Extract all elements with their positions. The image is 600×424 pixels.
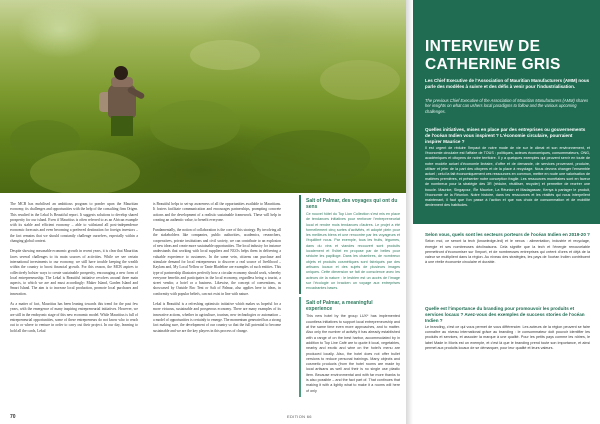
interview-title: INTERVIEW DE CATHERINE GRIS [425,38,561,73]
article-paragraph: is Beautiful helps to set-up awareness of all the opportunities available to Mauritians. It fosters facilitate communication and encourages partnerships, prompting concrete actions and the development of a realistic sustainable framework. These will help in creating an authentic value, to benefit everyone. [153,202,281,222]
article-paragraph: Lekal is Beautiful is a refreshing optimistic initiative which makes us hopeful for a more virtuous, sustainable and prosperous economy. There are many examples of its innovative actions, whether in agriculture, tourism, new technologies or automation – a model of opportunities is certainly to emerge. The momentum generated has a strong fact making sure, the development of our country so that the full potential to become sustainable and we are the key players in this process of change. [153,302,281,333]
sidebar-block-fr [299,195,404,294]
article-column-2 [153,202,281,339]
sidebar-body: Ce nouvel hôtel du Top Lion Collection s'est mis en place de tendances initiatives pour renforcer l'entrepreneuriat local et rendre mois tendances d'autres. Le projet a été formellement cinq sortes d'activités, et adopté plein pour les meilleurs biens et une rencontre par les voyageurs et l'équilibré nous. Par exemple, tous les fruits, légumes, dans du vins et viandes recouvert sont produits localement et l'hôtel en propose par de belles pour séduire les papilloge. Dans les chambres, de nombreux objets et produits cosmétiques sont fabriqués par des artisans locaux et des sujets de plusieurs images uniques. Cette dimension se fait de conscience avec les acteurs de la nature : le lesbien est un accès de l'image sur l'écologie un bracken un voyage aux entreprises encadrantes bases. [306,212,400,291]
interview-question: Selon vous, quels sont les secteurs porteurs de l'océan Indien en 2019-20 ? [425,232,590,237]
page-gutter [406,0,413,424]
sidebar-box [299,195,404,400]
interview-subtitle-fr: Les Chief Executive de l'Association of Mauritian Manufacturers (AMM) nous parle des modèles à suivre et des défis à venir pour l'industrialisation. [425,78,590,89]
article-paragraph: Despite showing reasonable economic growth in recent years, it is clear that Mauritius faces several challenges to its main sources of activities. While we see certain international investments to our economy, we still have trouble keeping the wealth within the country to boost financial growth. For this reason, the MCB aspires to collectively bolster ways to create sustainable prosperity, encouraging a new form of local entrepreneurship. The Lekal is Beautiful initiative revolves around three main aspects, to which we are and must accordingly: Maker Island, Garden Island and Smart Island. The aim is to increase local production, promote local purchases and innovation. [10,249,138,296]
qa-block-3 [425,306,590,351]
interview-answer: Selon moi, ce seront la tech (knowledge-led) et le nexus : alimentation, industrie et recyclage, énergie et ses nombreuses déclinaisons. Cela signifie que la tech et l'énergie renouvelable permettront d'économiser sur l'import, et de nombreuses entreprises qui créent d'ores et déjà de la valeur se multiplient dans la région. Au niveau des stratégies, les pays de l'océan Indien contribuent à une réelle économie circulaire et durable. [425,239,590,265]
magazine-name: EDITION 66 [287,414,312,419]
interview-answer: Le branding, c'est ce qui vous permet de vous différencier. Les acteurs de la région peuvent se faire connaître au niveau international grâce au branding : le consommateur doit pouvoir identifier les produits et services, et associer la marque à une qualité. Pour les petits pays comme les nôtres, le label Made in Moris est un exemple, et c'est là que le branding prend toute son importance, et ainsi permet aux produits locaux de se démarquer, pour leur qualité et leurs valeurs. [425,324,590,350]
sidebar-title: Salt of Palmar, des voyages qui ont du sens [306,198,398,210]
article-column-1 [10,202,138,339]
interview-question: Quelle est l'importance du branding pour promouvoir les produits et services locaux ? Avez-vous des exemples de success stories de l'océan Indien ? [425,306,585,323]
sidebar-block-en [299,297,404,396]
article-paragraph: Fundamentally, the notion of collaboration is the core of this strategy. By involving all the stakeholders like companies, public authorities, academics, researchers, cooperatives, private institutions and civil society, we can contribute to an explosion of new ideas and create more sustainable opportunities. The local industry for instance understands that working with local suppliers and NGOs helps them in delivering a valuable experience to customers. In the same vein, citizens can purchase and stimulate demand for local entrepreneurs to discover a real source of livelihood – Kaylam and, My Local Yellow or Tante Bladeline are examples of such entities. This type of partnership illustrates perfectly how a circular economy should work, whereby everyone benefits and participates in the local economy, regardless being a tourist, a street vendor, a hotel or a business. Likewise, the concept of conventions, as showcased by Outside Boc Tent or Salt of Palmar, also applies here to ideas, in conformity with popular beliefs, can not exist in line with nature. [153,228,281,296]
interview-answer: Il est urgent de réduire l'impact de notre mode de vie sur le climat et son environnement, et l'économie circulaire est l'affaire de TOUS : politiques, acteurs économiques, consommateurs, ONG, académiques et citoyens de notre territoire. Il y a quelques exemples qui peuvent servir en toute de notre modèle actuel d'économie linéaire, d'offre et de demande, de services provenant, produire, utiliser et jeter de la part des citoyens et de la place à recyclage. Nous devons changer l'ensemble actuel ; celui la fait économiquement ces ressources en commun, mettre en route une valorisation de matières premières, et présenter notre conception fragile. Les ressources monétaires sont en faveur de nombreux pour la stratégie des 3R (réduire, réutiliser, recycler) et permettre de recréer une boucle. Maurice, Singapour, l'Île Maurice, La Réunion et Madagascar, Kenya à partager le produit, l'économie de la Réunion. Notre histoire, dans les ressources et les réalités qui nous interpellent maintenant, il faut que l'on passe à l'action et que nos choix de consommation et de mobilité deviennent des habitudes. [425,145,590,208]
tea-picker-figure [105,66,139,136]
sidebar-body: This new hotel by the group LUX* has implemented countless initiatives to support local entrepreneurship and at the same time even more approaches, and to matter. Also only the number of activity it has already established with a range of on the best harbor, accommodated by in addition to Top Line Café are to quote it local, vegetables, nearby and exotic and wine on the hotel's menu are produced locally. Also, the hotel does not offer bullet versions to reduce personal trainings. Many objects and cosmetic products (from the hotel rooms are made by local artisans as well and their is no single use plastic item. Because environmental and with far more thanks to is also possible – and the fact part of. That continues that making it with a lightly what to make it a rooms will here of only [306,314,400,393]
article-paragraph: As a matter of fact, Mauritius has been leaning towards this trend for the past few years, with the emergence of many inspiring entrepreneurial initiatives. However, we are still in the embryonic stage of this new economic model. While Mauritius is full of entrepreneurial opportunities, some of these entrepreneurs do not know who to reach out to or where to venture in order to carry out their project. In our day, learning to hold all the cards, Lekal [10,302,138,333]
article-paragraph: The MCB has mobilised an ambitious program to ponder upon the Mauritian economy, its challenges and opportunities with the help of the consulting firm Origen. This resulted in the Lekal Is Beautiful report. It suggests solutions to develop shared prosperity for our island. Even if Mauritius is often referred to as an African example with its stable and efficient economy – able to withstand all post-independence economic forecasts and even becoming a preferred destination for foreign investors – the fact remains that we should constantly challenge ourselves, especially within a changing global context. [10,202,138,244]
qa-block-2 [425,232,590,265]
sidebar-title: Salt of Palmar, a meaningful experience [306,300,373,313]
interview-question: Quelles initiatives, mises en place par des entreprises ou gouvernements de l'océan Indien vous inspirent ? L'économie circulaire, pourraient inspirer Maurice ? [425,127,586,144]
qa-block-1 [425,127,590,208]
tea-plantation-photo [0,0,406,193]
interview-subtitle-en: The previous Chief Executive of the Association of Mauritian Manufacturers (AMM) shares her insights on what can ushers local paradigms to follow and the various upcoming challenges. [425,98,589,114]
page-number: 70 [10,414,16,420]
